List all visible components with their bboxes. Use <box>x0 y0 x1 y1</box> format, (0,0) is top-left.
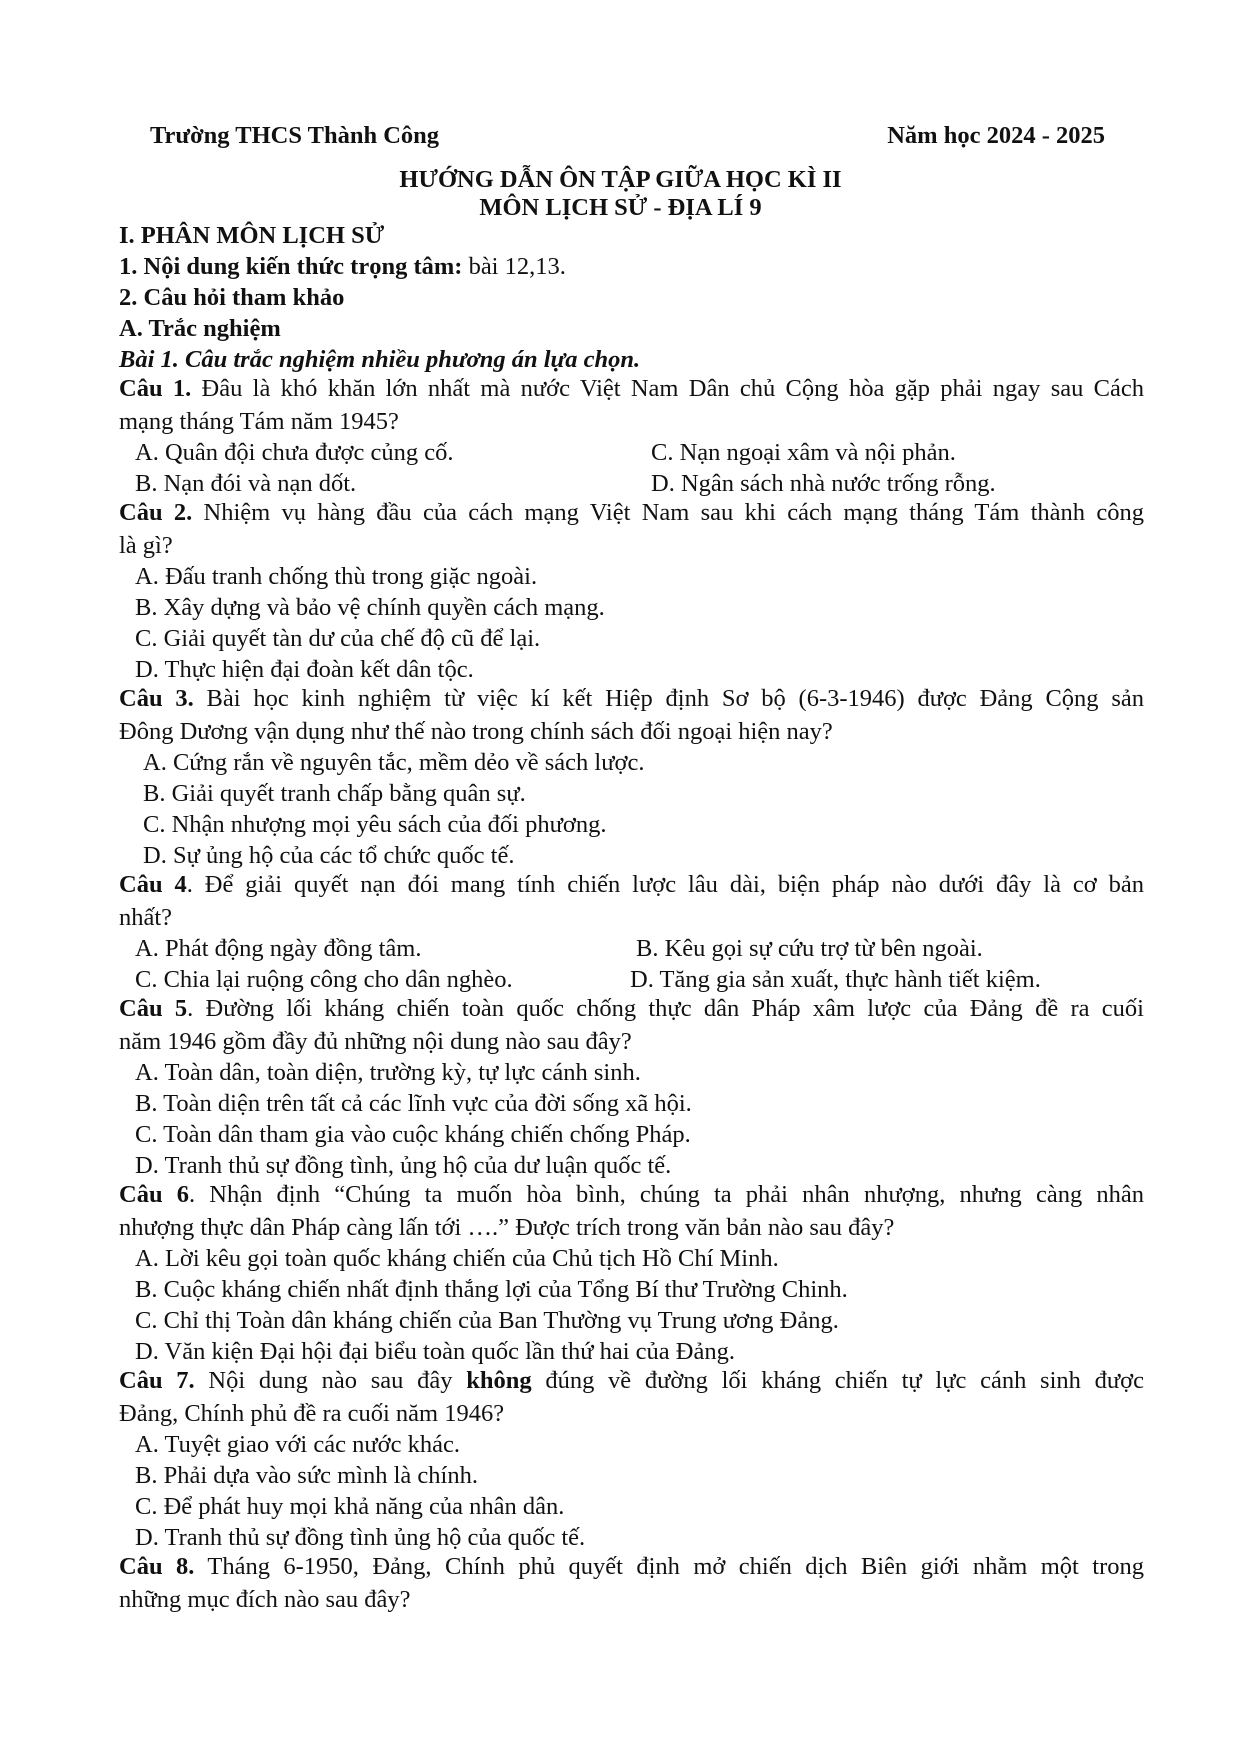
document-header <box>150 122 1105 154</box>
question-6-label: Câu 6 <box>119 1181 189 1208</box>
question-1-option-c: C. Nạn ngoại xâm và nội phản. <box>651 439 956 466</box>
question-7-option-a: A. Tuyệt giao với các nước khác. <box>135 1431 460 1458</box>
question-3-text: Bài học kinh nghiệm từ việc kí kết Hiệp định Sơ bộ (6-3-1946) được Đảng Cộng sản <box>193 685 1144 712</box>
question-7-option-d: D. Tranh thủ sự đồng tình ủng hộ của quốc tế. <box>135 1524 586 1551</box>
question-6-stem <box>119 1181 1144 1212</box>
question-7-negation: không <box>466 1367 532 1394</box>
question-1-stem <box>119 375 1144 406</box>
document-subtitle: MÔN LỊCH SỬ - ĐỊA LÍ 9 <box>479 194 762 221</box>
question-6-option-b: B. Cuộc kháng chiến nhất định thắng lợi của Tổng Bí thư Trường Chinh. <box>135 1276 848 1303</box>
question-4-stem <box>119 871 1144 902</box>
question-6-option-a: A. Lời kêu gọi toàn quốc kháng chiến của Chủ tịch Hồ Chí Minh. <box>135 1245 779 1272</box>
question-4-options-row2 <box>119 964 1144 995</box>
question-8-text: Tháng 6-1950, Đảng, Chính phủ quyết định mở chiến dịch Biên giới nhằm một trong <box>194 1553 1144 1580</box>
question-8-stem-cont: những mục đích nào sau đây? <box>119 1586 411 1613</box>
question-3-option-d: D. Sự ủng hộ của các tổ chức quốc tế. <box>143 842 515 869</box>
question-8-label: Câu 8. <box>119 1553 195 1580</box>
question-1-text: Đâu là khó khăn lớn nhất mà nước Việt Nam Dân chủ Cộng hòa gặp phải ngay sau Cách <box>191 375 1144 402</box>
question-3-option-a: A. Cứng rắn về nguyên tắc, mềm dẻo về sách lược. <box>143 749 645 776</box>
question-1-options-row1 <box>119 437 1144 468</box>
question-6-stem-cont: nhượng thực dân Pháp càng lấn tới ….” Được trích trong văn bản nào sau đây? <box>119 1214 895 1241</box>
question-3-stem <box>119 685 1144 716</box>
question-3-option-b: B. Giải quyết tranh chấp bằng quân sự. <box>143 780 526 807</box>
document-title: HƯỚNG DẪN ÔN TẬP GIỮA HỌC KÌ II <box>399 166 842 193</box>
question-7-label: Câu 7. <box>119 1367 195 1394</box>
question-5-option-a: A. Toàn dân, toàn diện, trường kỳ, tự lực cánh sinh. <box>135 1059 641 1086</box>
question-3-stem-cont: Đông Dương vận dụng như thế nào trong chính sách đối ngoại hiện nay? <box>119 718 833 745</box>
question-2-option-b: B. Xây dựng và bảo vệ chính quyền cách mạng. <box>135 594 605 621</box>
question-4-option-d: D. Tăng gia sản xuất, thực hành tiết kiệm. <box>630 966 1041 993</box>
question-2-option-d: D. Thực hiện đại đoàn kết dân tộc. <box>135 656 474 683</box>
question-4-option-b: B. Kêu gọi sự cứu trợ từ bên ngoài. <box>636 935 983 962</box>
question-4-option-c: C. Chia lại ruộng công cho dân nghèo. <box>135 966 513 993</box>
question-5-text: . Đường lối kháng chiến toàn quốc chống thực dân Pháp xâm lược của Đảng đề ra cuối <box>187 995 1144 1022</box>
question-8-stem <box>119 1553 1144 1584</box>
question-2-stem <box>119 499 1144 530</box>
question-5-stem-cont: năm 1946 gồm đầy đủ những nội dung nào sau đây? <box>119 1028 632 1055</box>
question-4-options-row1 <box>119 933 1144 964</box>
question-4-label: Câu 4 <box>119 871 187 898</box>
section-heading: I. PHÂN MÔN LỊCH SỬ <box>119 222 385 249</box>
question-5-option-d: D. Tranh thủ sự đồng tình, ủng hộ của dư luận quốc tế. <box>135 1152 672 1179</box>
school-year: Năm học 2024 - 2025 <box>887 122 1105 149</box>
multiple-choice-heading: A. Trắc nghiệm <box>119 315 281 342</box>
question-6-option-c: C. Chỉ thị Toàn dân kháng chiến của Ban Thường vụ Trung ương Đảng. <box>135 1307 839 1334</box>
question-2-text: Nhiệm vụ hàng đầu của cách mạng Việt Nam sau khi cách mạng tháng Tám thành công <box>192 499 1144 526</box>
question-1-label: Câu 1. <box>119 375 192 402</box>
question-7-text-post: đúng về đường lối kháng chiến tự lực cánh sinh được <box>531 1367 1144 1394</box>
question-1-option-d: D. Ngân sách nhà nước trống rỗng. <box>651 470 996 497</box>
school-name: Trường THCS Thành Công <box>150 122 440 149</box>
question-1-option-b: B. Nạn đói và nạn dốt. <box>135 470 357 497</box>
question-2-label: Câu 2. <box>119 499 193 526</box>
question-4-stem-cont: nhất? <box>119 904 173 931</box>
question-3-option-c: C. Nhận nhượng mọi yêu sách của đối phương. <box>143 811 607 838</box>
question-7-stem <box>119 1367 1144 1398</box>
focus-content-label: 1. Nội dung kiến thức trọng tâm: <box>119 253 463 280</box>
question-6-option-d: D. Văn kiện Đại hội đại biểu toàn quốc lần thứ hai của Đảng. <box>135 1338 735 1365</box>
focus-content-line <box>119 251 1144 282</box>
question-7-text-pre: Nội dung nào sau đây <box>194 1367 467 1394</box>
question-2-option-a: A. Đấu tranh chống thù trong giặc ngoài. <box>135 563 538 590</box>
question-4-text: . Để giải quyết nạn đói mang tính chiến lược lâu dài, biện pháp nào dưới đây là cơ bản <box>186 871 1144 898</box>
question-5-stem <box>119 995 1144 1026</box>
question-5-label: Câu 5 <box>119 995 188 1022</box>
exercise-heading: Bài 1. Câu trắc nghiệm nhiều phương án lựa chọn. <box>119 346 641 373</box>
question-1-stem-cont: mạng tháng Tám năm 1945? <box>119 408 399 435</box>
question-5-option-c: C. Toàn dân tham gia vào cuộc kháng chiến chống Pháp. <box>135 1121 691 1148</box>
question-7-stem-cont: Đảng, Chính phủ đề ra cuối năm 1946? <box>119 1400 505 1427</box>
question-6-text: . Nhận định “Chúng ta muốn hòa bình, chúng ta phải nhân nhượng, nhưng càng nhân <box>189 1181 1144 1208</box>
question-2-option-c: C. Giải quyết tàn dư của chế độ cũ để lại. <box>135 625 541 652</box>
question-1-options-row2 <box>119 468 1144 499</box>
question-7-option-c: C. Để phát huy mọi khả năng của nhân dân. <box>135 1493 565 1520</box>
question-2-stem-cont: là gì? <box>119 532 173 559</box>
question-3-label: Câu 3. <box>119 685 194 712</box>
question-7-option-b: B. Phải dựa vào sức mình là chính. <box>135 1462 478 1489</box>
question-1-option-a: A. Quân đội chưa được củng cố. <box>135 439 454 466</box>
question-4-option-a: A. Phát động ngày đồng tâm. <box>135 935 422 962</box>
document-body <box>119 220 1144 1615</box>
focus-content-text: bài 12,13. <box>462 253 566 280</box>
question-5-option-b: B. Toàn diện trên tất cả các lĩnh vực của đời sống xã hội. <box>135 1090 692 1117</box>
reference-questions-heading: 2. Câu hỏi tham khảo <box>119 284 345 311</box>
